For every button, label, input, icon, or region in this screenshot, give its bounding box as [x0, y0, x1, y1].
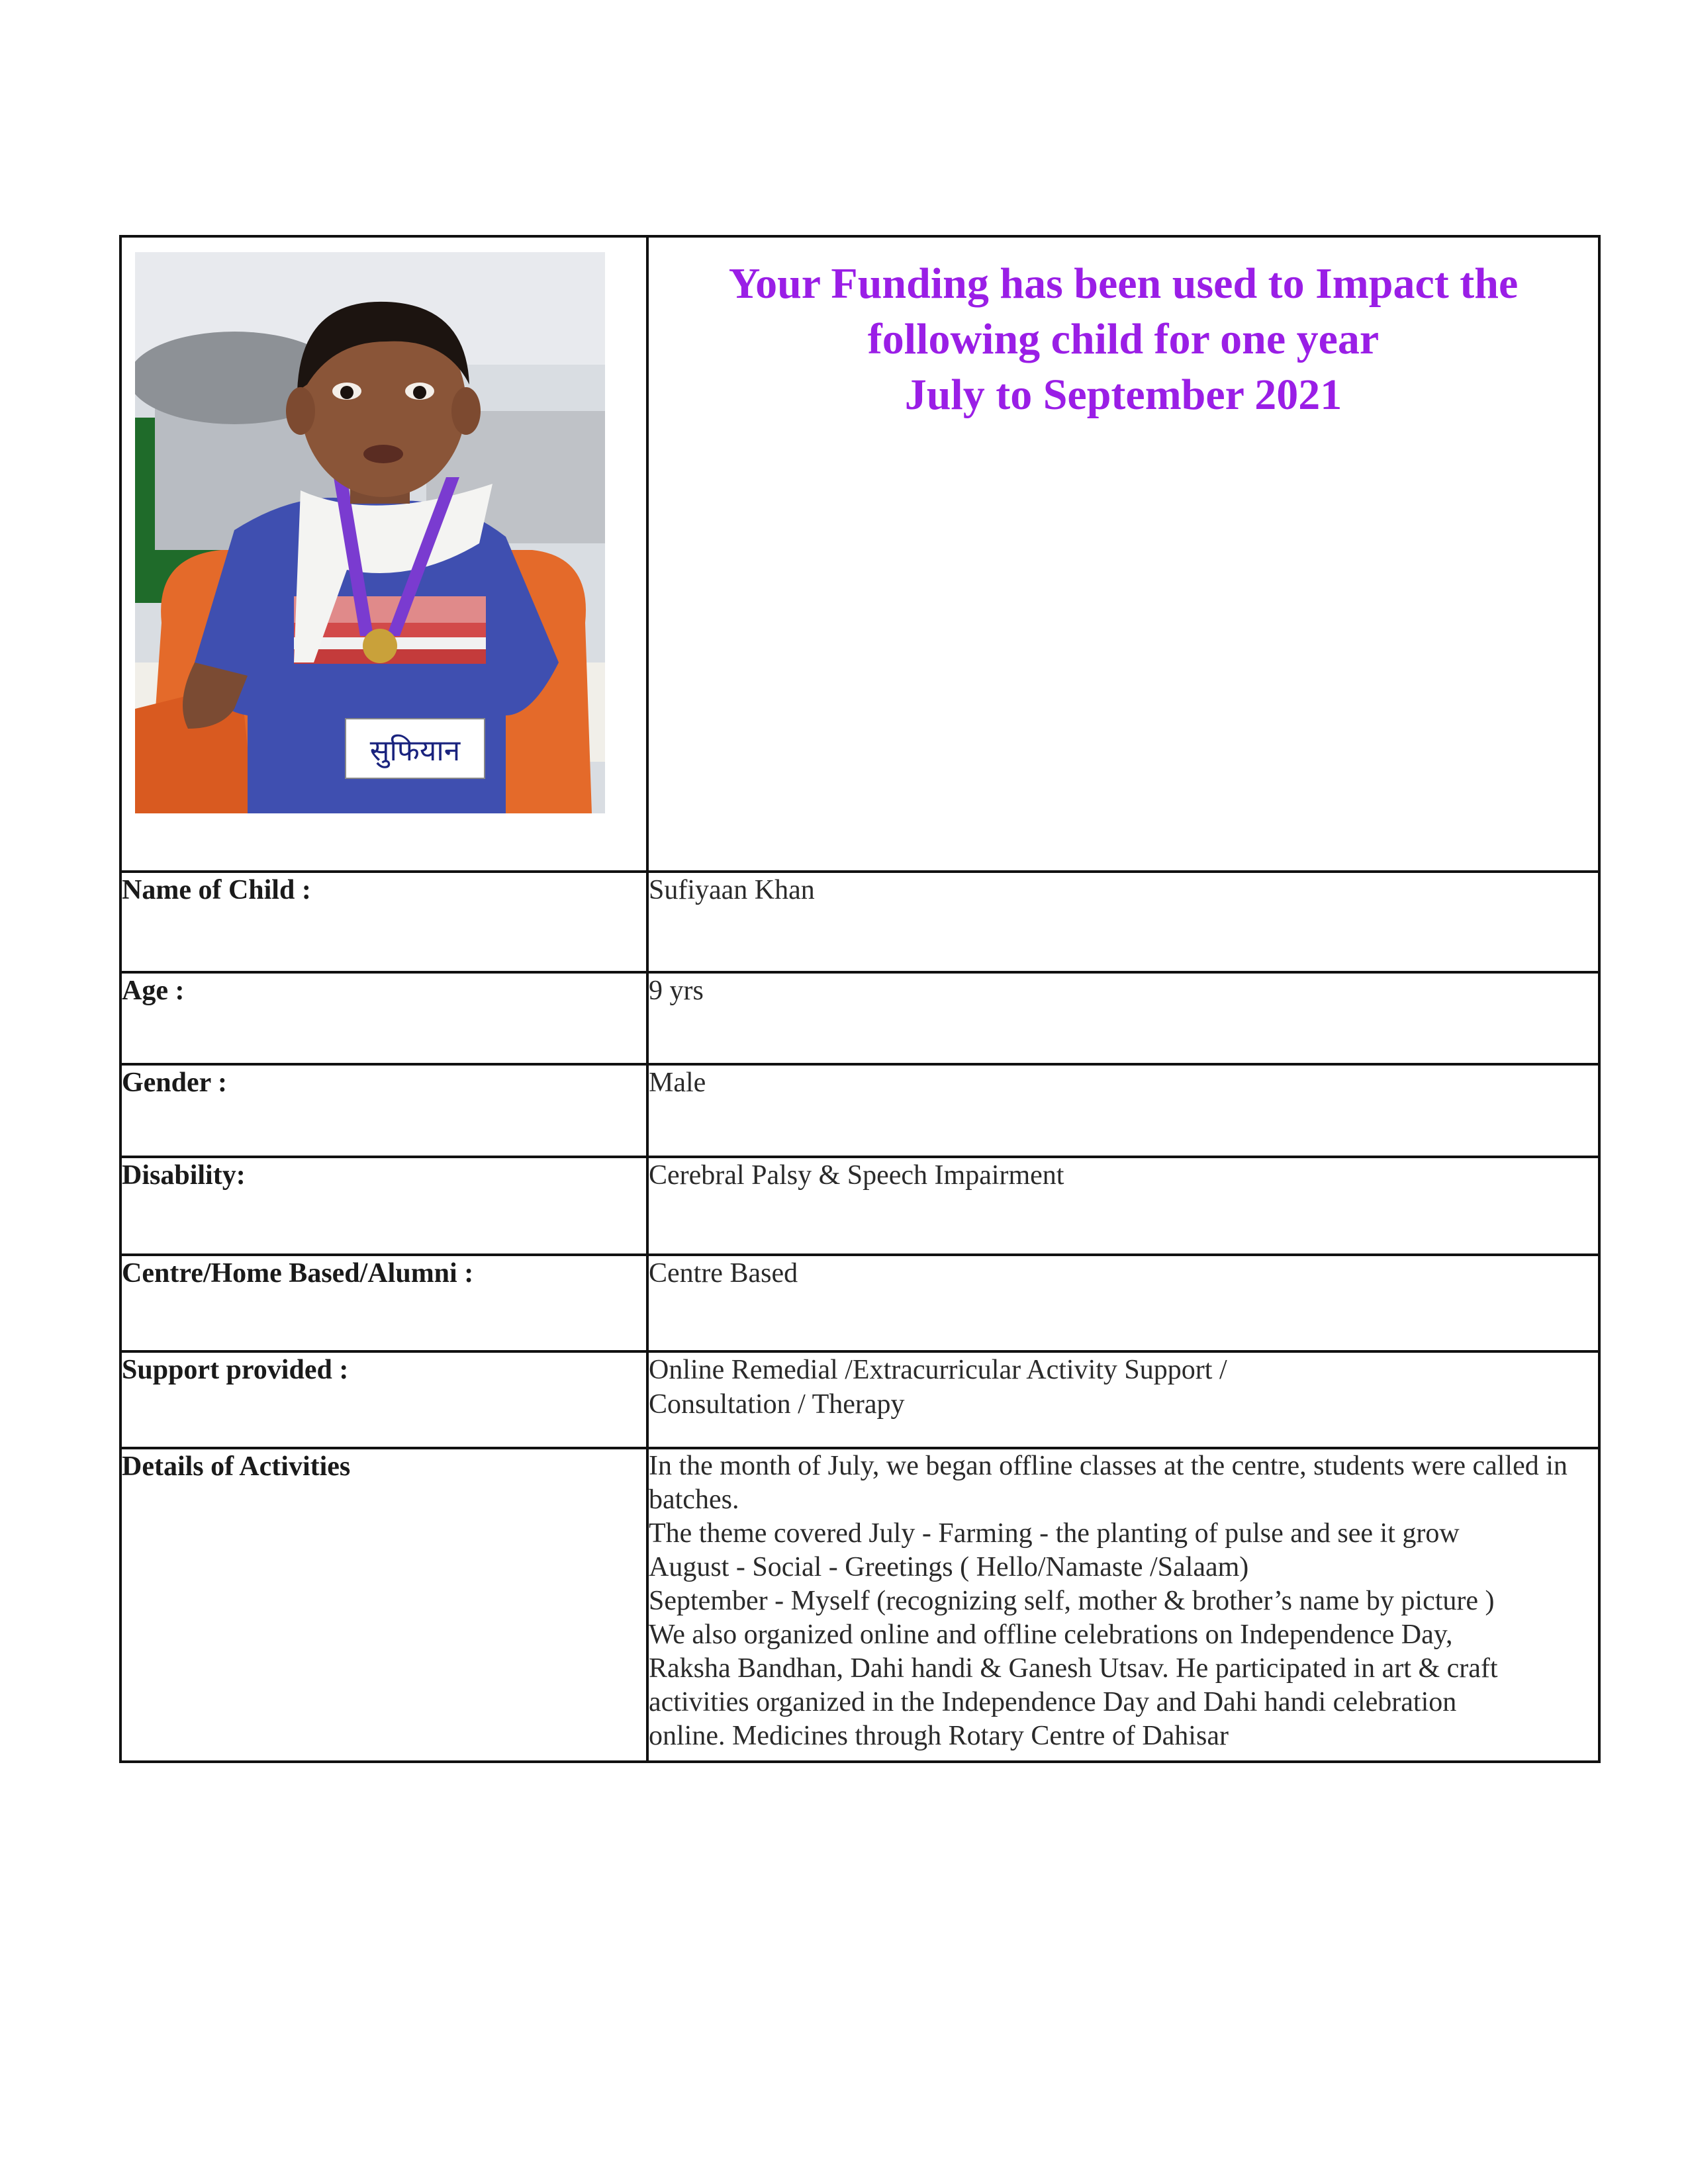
details-label: Details of Activities: [120, 1448, 647, 1762]
details-line: September - Myself (recognizing self, mother & brother’s name by picture ): [649, 1586, 1495, 1616]
child-photo: [135, 252, 605, 813]
centre-value: Centre Based: [647, 1255, 1599, 1351]
details-line: batches.: [649, 1484, 739, 1515]
support-label: Support provided :: [120, 1351, 647, 1448]
gender-label: Gender :: [120, 1064, 647, 1157]
details-line: We also organized online and offline celebrations on Independence Day,: [649, 1619, 1453, 1650]
name-label: Name of Child :: [120, 872, 647, 972]
disability-label: Disability:: [120, 1157, 647, 1255]
title-line-2: following child for one year: [867, 315, 1380, 363]
details-line: activities organized in the Independence Day and Dahi handi celebration: [649, 1687, 1457, 1717]
disability-value: Cerebral Palsy & Speech Impairment: [647, 1157, 1599, 1255]
support-value: [647, 1351, 1599, 1448]
photo-name-tag: सुफियान: [369, 734, 461, 768]
support-line: Consultation / Therapy: [649, 1389, 905, 1420]
age-value: 9 yrs: [647, 972, 1599, 1064]
details-line: The theme covered July - Farming - the planting of pulse and see it grow: [649, 1518, 1460, 1549]
details-line: online. Medicines through Rotary Centre of Dahisar: [649, 1721, 1229, 1751]
details-line: August - Social - Greetings ( Hello/Namaste /Salaam): [649, 1552, 1249, 1582]
title-cell: [647, 236, 1599, 872]
details-value: [647, 1448, 1599, 1762]
title-line-1: Your Funding has been used to Impact the: [728, 259, 1519, 308]
support-line: Online Remedial /Extracurricular Activity Support /: [649, 1355, 1227, 1385]
name-value: Sufiyaan Khan: [647, 872, 1599, 972]
photo-cell: [120, 236, 647, 872]
centre-label: Centre/Home Based/Alumni :: [120, 1255, 647, 1351]
age-label: Age :: [120, 972, 647, 1064]
details-line: Raksha Bandhan, Dahi handi & Ganesh Utsav. He participated in art & craft: [649, 1653, 1498, 1684]
report-title: [669, 256, 1578, 423]
title-line-3: July to September 2021: [904, 371, 1342, 419]
impact-report-table: [119, 235, 1601, 1763]
details-line: In the month of July, we began offline classes at the centre, students were called in: [649, 1451, 1568, 1481]
gender-value: Male: [647, 1064, 1599, 1157]
